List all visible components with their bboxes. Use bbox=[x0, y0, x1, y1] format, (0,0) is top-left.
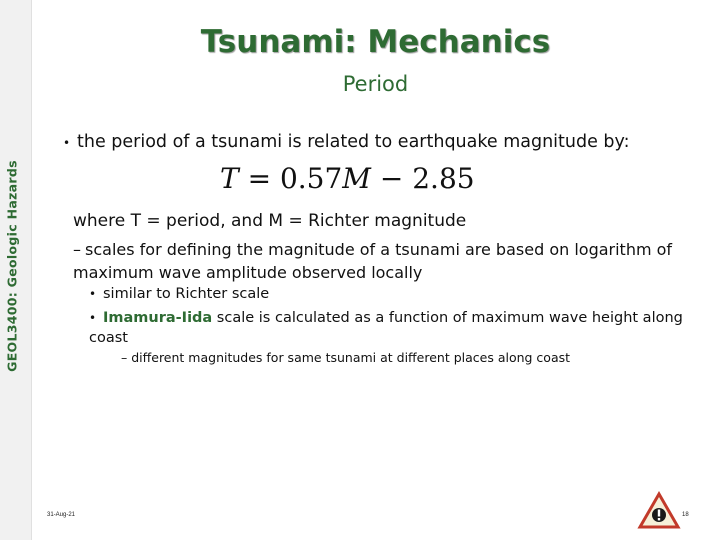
sub-bullet-richter-text: similar to Richter scale bbox=[103, 286, 270, 302]
sidebar bbox=[0, 0, 32, 540]
sub-bullet-scales bbox=[73, 238, 713, 284]
imamura-iida-highlight: Imamura-Iida bbox=[103, 310, 213, 326]
sub-bullet-magnitudes-text: different magnitudes for same tsunami at different places along coast bbox=[131, 350, 571, 365]
sub-bullet-magnitudes bbox=[121, 350, 570, 365]
sub-bullet-scales-text: scales for defining the magnitude of a tsunami are based on logarithm of maximum wave amplitude observed locally bbox=[73, 240, 673, 282]
hazard-warning-logo-icon bbox=[637, 491, 681, 531]
bullet-period-text: the period of a tsunami is related to earthquake magnitude by: bbox=[77, 132, 630, 152]
equation-lhs: T bbox=[220, 162, 239, 195]
dash-marker: – bbox=[73, 240, 81, 259]
sub-bullet-imamura-text: scale is calculated as a function of maximum wave height along coast bbox=[89, 310, 683, 346]
slide-subtitle: Period bbox=[342, 72, 409, 96]
bullet-dot: • bbox=[89, 287, 97, 301]
definition-text: where T = period, and M = Richter magnitude bbox=[73, 211, 467, 231]
course-label: GEOL3400: Geologic Hazards bbox=[4, 160, 20, 372]
bullet-dot: • bbox=[89, 311, 97, 325]
dash-marker: – bbox=[121, 350, 128, 365]
footer-date: 31-Aug-21 bbox=[47, 512, 76, 518]
equation-variable: M bbox=[342, 162, 371, 195]
bullet-period bbox=[63, 132, 630, 152]
equation bbox=[220, 162, 475, 195]
page-number: 18 bbox=[682, 512, 689, 518]
sub-bullet-richter bbox=[89, 286, 269, 302]
equation-coefficient: = 0.57 bbox=[238, 162, 343, 195]
bullet-dot: • bbox=[63, 136, 71, 150]
slide-title: Tsunami: Mechanics bbox=[200, 24, 551, 60]
sub-bullet-imamura bbox=[89, 308, 689, 348]
equation-constant: − 2.85 bbox=[370, 162, 475, 195]
